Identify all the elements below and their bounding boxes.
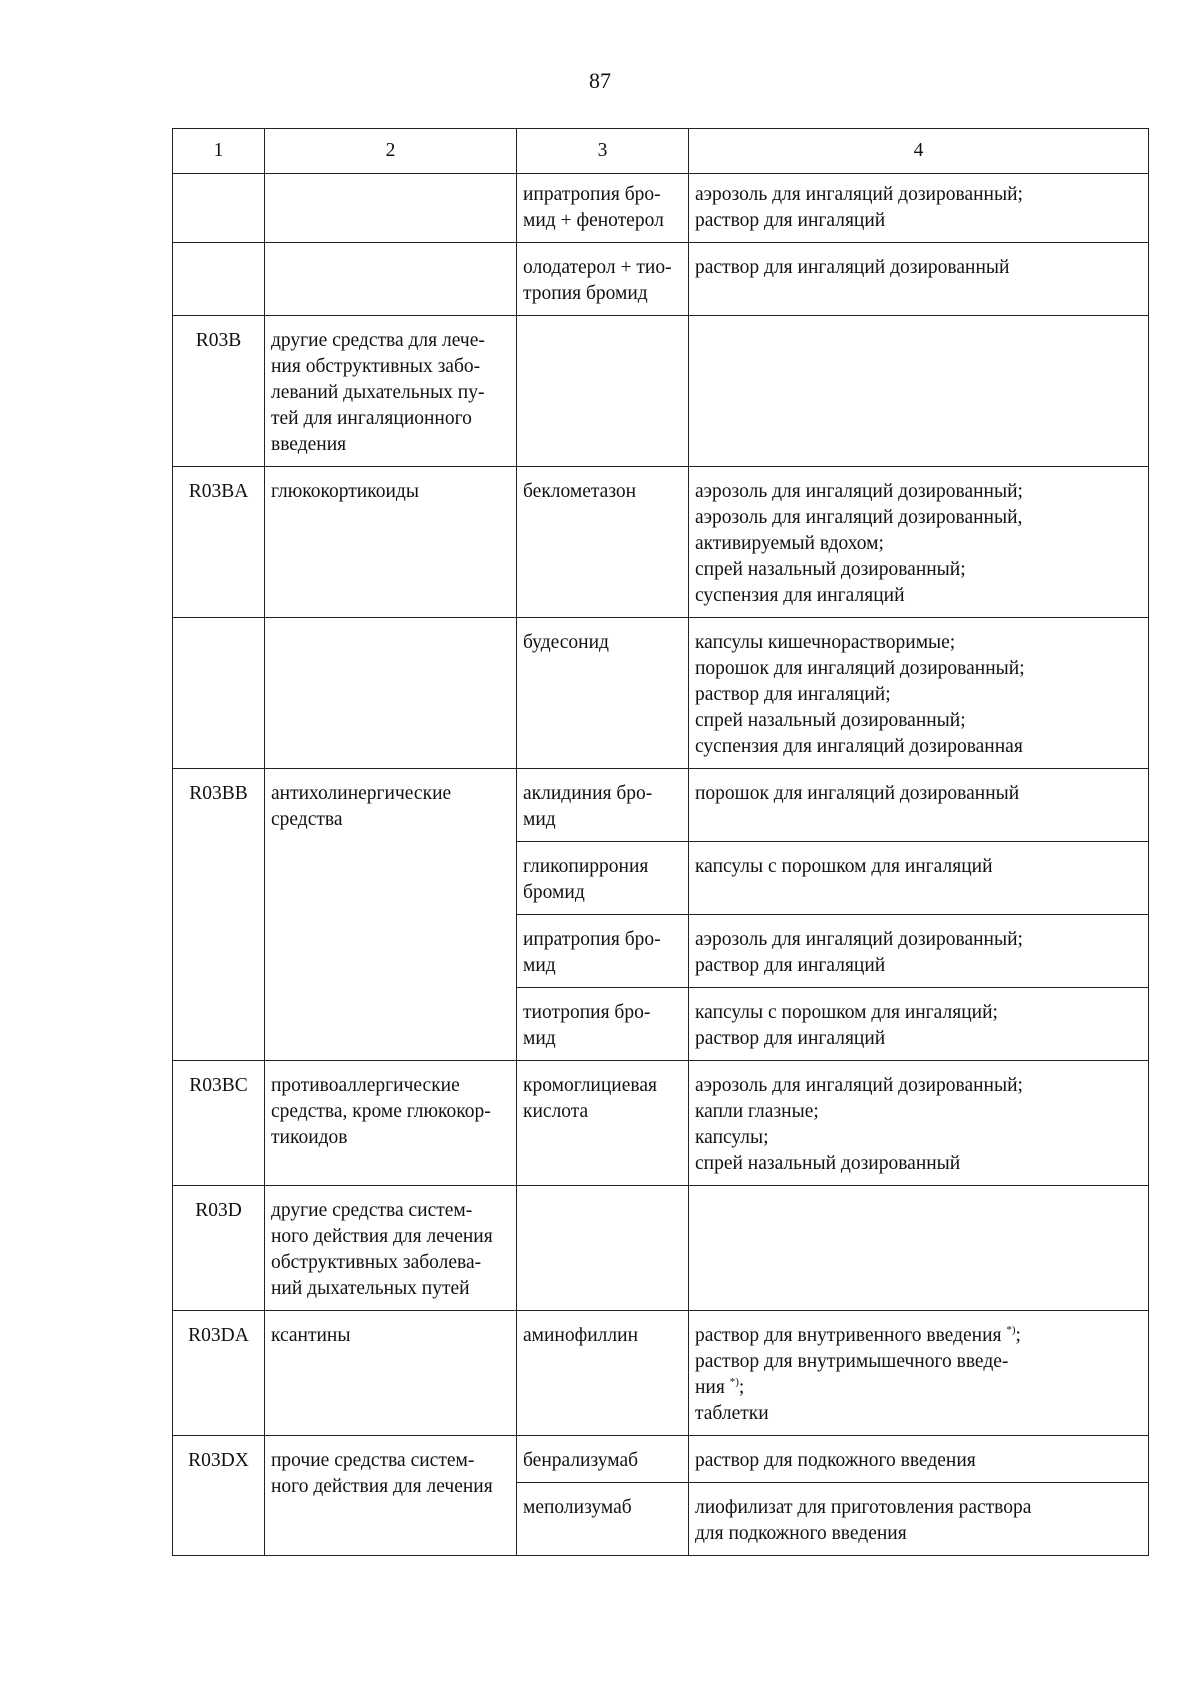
group-name-line: антихолинергические (271, 783, 452, 804)
column-header: 3 (517, 129, 689, 174)
drug-cell (517, 915, 689, 988)
dosage-form-line: спрей назальный дозированный; (695, 559, 966, 580)
dosage-form-line: таблетки (695, 1403, 769, 1424)
dosage-form-line: суспензия для ингаляций (695, 585, 905, 606)
drug-name-line: беклометазон (523, 481, 637, 502)
dosage-form-line: спрей назальный дозированный; (695, 710, 966, 731)
drug-name-line: бромид (523, 882, 585, 903)
drug-table (172, 128, 1149, 1556)
forms-cell (689, 1436, 1149, 1483)
atc-code-cell: R03B (173, 316, 265, 467)
group-name-line: леваний дыхательных пу- (271, 382, 485, 403)
line-punctuation: ; (738, 1377, 745, 1398)
dosage-form-line: раствор для подкожного введения (695, 1450, 976, 1471)
group-cell (265, 769, 517, 1061)
forms-cell (689, 1483, 1149, 1556)
group-name-line: противоаллергические (271, 1075, 460, 1096)
forms-cell (689, 316, 1149, 467)
group-cell (265, 1061, 517, 1186)
drug-name-line: ипратропия бро- (523, 929, 661, 950)
drug-cell (517, 1061, 689, 1186)
table-header-row (173, 129, 1149, 174)
group-name-line: тей для ингаляционного (271, 408, 472, 429)
dosage-form-line: аэрозоль для ингаляций дозированный, (695, 507, 1023, 528)
dosage-form-line: капсулы с порошком для ингаляций (695, 856, 993, 877)
drug-name-line: тропия бромид (523, 283, 648, 304)
drug-cell (517, 618, 689, 769)
atc-code-cell (173, 243, 265, 316)
table-row (173, 1186, 1149, 1311)
drug-cell (517, 1483, 689, 1556)
group-cell (265, 618, 517, 769)
dosage-form-line: порошок для ингаляций дозированный (695, 783, 1020, 804)
dosage-form-line: капсулы с порошком для ингаляций; (695, 1002, 998, 1023)
forms-cell (689, 243, 1149, 316)
drug-name-line: кромоглициевая (523, 1075, 657, 1096)
footnote-mark: *) (729, 1376, 739, 1388)
drug-cell (517, 769, 689, 842)
drug-name-line: тиотропия бро- (523, 1002, 651, 1023)
atc-code-cell: R03BC (173, 1061, 265, 1186)
dosage-form-line: раствор для ингаляций (695, 955, 886, 976)
table-row (173, 769, 1149, 842)
dosage-form-line: порошок для ингаляций дозированный; (695, 658, 1025, 679)
group-name-line: прочие средства систем- (271, 1450, 475, 1471)
drug-name-line: мид + фенотерол (523, 210, 664, 231)
dosage-form-line: капсулы кишечнорастворимые; (695, 632, 956, 653)
drug-name-line: будесонид (523, 632, 609, 653)
group-name-line: другие средства для лече- (271, 330, 485, 351)
group-name-line: тикоидов (271, 1127, 348, 1148)
line-punctuation: ; (1015, 1325, 1021, 1346)
drug-name-line: ипратропия бро- (523, 184, 661, 205)
dosage-form-line: раствор для ингаляций (695, 210, 886, 231)
group-cell (265, 243, 517, 316)
group-name-line: ного действия для лечения (271, 1226, 493, 1247)
forms-cell (689, 842, 1149, 915)
dosage-form-line (695, 1375, 1142, 1401)
dosage-form-line: раствор для ингаляций (695, 1028, 886, 1049)
group-name-line: средства, кроме глюкокор- (271, 1101, 491, 1122)
drug-name-line: аклидиния бро- (523, 783, 653, 804)
forms-cell (689, 1311, 1149, 1436)
table-row (173, 316, 1149, 467)
drug-cell (517, 1311, 689, 1436)
forms-cell (689, 1061, 1149, 1186)
drug-name-line: олодатерол + тио- (523, 257, 672, 278)
drug-cell (517, 467, 689, 618)
dosage-form-line: капли глазные; (695, 1101, 819, 1122)
dosage-form-line: суспензия для ингаляций дозированная (695, 736, 1023, 757)
dosage-form-line (695, 1323, 1142, 1349)
group-name-line: ния обструктивных забо- (271, 356, 481, 377)
dosage-form-line: капсулы; (695, 1127, 769, 1148)
dosage-form-line: лиофилизат для приготовления раствора (695, 1497, 1032, 1518)
group-name-line: введения (271, 434, 347, 455)
dosage-form-line: раствор для ингаляций; (695, 684, 891, 705)
drug-name-line: гликопиррония (523, 856, 649, 877)
group-name-line: обструктивных заболева- (271, 1252, 482, 1273)
atc-code-cell: R03DA (173, 1311, 265, 1436)
drug-cell (517, 1186, 689, 1311)
group-name-line: ного действия для лечения (271, 1476, 493, 1497)
column-header: 1 (173, 129, 265, 174)
table-row (173, 174, 1149, 243)
group-cell (265, 316, 517, 467)
dosage-form-line: активируемый вдохом; (695, 533, 884, 554)
group-cell (265, 1311, 517, 1436)
forms-cell (689, 618, 1149, 769)
drug-name-line: мид (523, 955, 556, 976)
dosage-form-line: раствор для внутримышечного введе- (695, 1351, 1009, 1372)
drug-name-line: мид (523, 809, 556, 830)
drug-cell (517, 243, 689, 316)
drug-name-line: кислота (523, 1101, 589, 1122)
group-cell (265, 174, 517, 243)
forms-cell (689, 1186, 1149, 1311)
dosage-form-line: для подкожного введения (695, 1523, 907, 1544)
forms-cell (689, 467, 1149, 618)
group-name-line: средства (271, 809, 343, 830)
atc-code-cell (173, 174, 265, 243)
page-number: 87 (589, 68, 611, 93)
atc-code-cell: R03DX (173, 1436, 265, 1556)
dosage-form-line: аэрозоль для ингаляций дозированный; (695, 1075, 1023, 1096)
table-row (173, 243, 1149, 316)
drug-name-line: мид (523, 1028, 556, 1049)
group-cell (265, 1186, 517, 1311)
dosage-form-line: аэрозоль для ингаляций дозированный; (695, 184, 1023, 205)
atc-code-cell (173, 618, 265, 769)
drug-name-line: бенрализумаб (523, 1450, 639, 1471)
dosage-form-line: спрей назальный дозированный (695, 1153, 961, 1174)
dosage-form-line: раствор для ингаляций дозированный (695, 257, 1010, 278)
drug-cell (517, 988, 689, 1061)
group-cell (265, 1436, 517, 1556)
drug-cell (517, 316, 689, 467)
table-row (173, 1436, 1149, 1483)
footnote-mark: *) (1006, 1324, 1016, 1336)
group-name-line: глюкокортикоиды (271, 481, 419, 502)
drug-cell (517, 174, 689, 243)
atc-code-cell: R03BA (173, 467, 265, 618)
group-name-line: ний дыхательных путей (271, 1278, 470, 1299)
table-row (173, 467, 1149, 618)
drug-cell (517, 842, 689, 915)
column-header: 2 (265, 129, 517, 174)
dosage-form-line: аэрозоль для ингаляций дозированный; (695, 929, 1023, 950)
forms-cell (689, 769, 1149, 842)
forms-cell (689, 988, 1149, 1061)
drug-name-line: меполизумаб (523, 1497, 632, 1518)
atc-code-cell: R03D (173, 1186, 265, 1311)
drug-name-line: аминофиллин (523, 1325, 639, 1346)
drug-cell (517, 1436, 689, 1483)
dosage-form-text: ния (695, 1377, 725, 1398)
atc-code-cell: R03BB (173, 769, 265, 1061)
column-header: 4 (689, 129, 1149, 174)
dosage-form-line: аэрозоль для ингаляций дозированный; (695, 481, 1023, 502)
table-row (173, 1311, 1149, 1436)
group-cell (265, 467, 517, 618)
forms-cell (689, 174, 1149, 243)
forms-cell (689, 915, 1149, 988)
group-name-line: другие средства систем- (271, 1200, 473, 1221)
dosage-form-text: раствор для внутривенного введения (695, 1325, 1002, 1346)
group-name-line: ксантины (271, 1325, 351, 1346)
table-row (173, 618, 1149, 769)
table-row (173, 1061, 1149, 1186)
